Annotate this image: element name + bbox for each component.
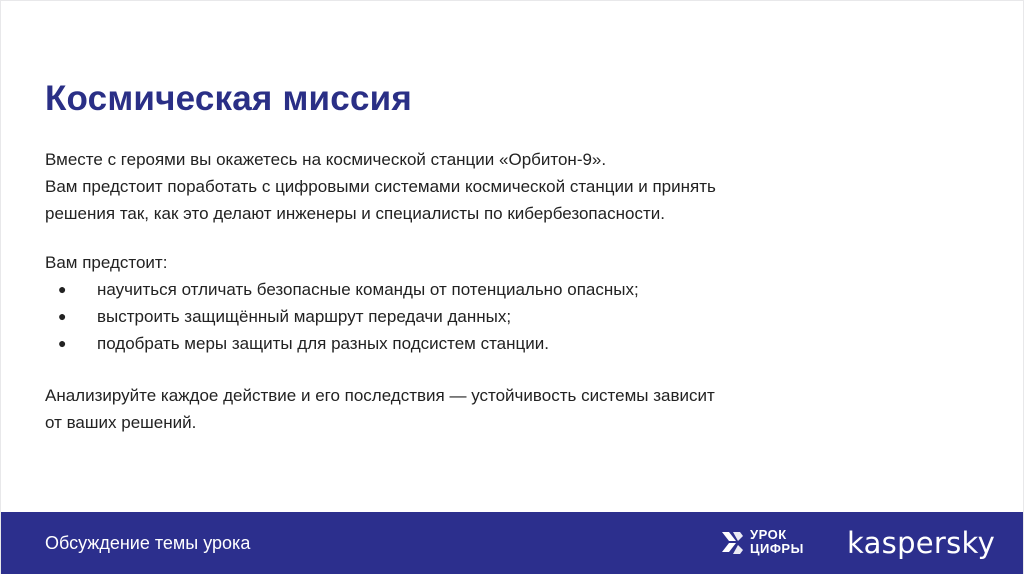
conclusion-line: Анализируйте каждое действие и его последствия — устойчивость системы зависит	[45, 386, 715, 405]
list-item-text: научиться отличать безопасные команды от потенциально опасных;	[97, 280, 639, 299]
logo-line-1: УРОК	[750, 527, 787, 542]
kaspersky-logo: kaspersky	[847, 526, 996, 560]
intro-line: Вместе с героями вы окажетесь на космической станции «Орбитон-9».	[45, 150, 607, 169]
list-item	[45, 276, 925, 303]
bullet-list	[45, 276, 925, 357]
conclusion-line: от ваших решений.	[45, 413, 197, 432]
list-item-text: выстроить защищённый маршрут передачи данных;	[97, 307, 512, 326]
footer-bar	[1, 512, 1023, 574]
lead-text: Вам предстоит:	[45, 253, 168, 272]
urok-cifry-logo-text	[750, 528, 804, 556]
list-item	[45, 330, 925, 357]
intro-line: решения так, как это делают инженеры и специалисты по кибербезопасности.	[45, 204, 665, 223]
intro-paragraph	[45, 146, 925, 227]
intro-line: Вам предстоит поработать с цифровыми системами космической станции и принять	[45, 177, 716, 196]
list-item	[45, 303, 925, 330]
slide-body	[45, 146, 925, 436]
slide-title: Космическая миссия	[45, 79, 412, 118]
footer-title: Обсуждение темы урока	[45, 533, 251, 553]
urok-cifry-logo	[720, 528, 830, 558]
bullet-icon: ●	[58, 308, 67, 324]
bullet-icon: ●	[58, 335, 67, 351]
logo-line-2: ЦИФРЫ	[750, 541, 804, 556]
bullet-icon: ●	[58, 281, 67, 297]
list-item-text: подобрать меры защиты для разных подсистем станции.	[97, 334, 549, 353]
urok-cifry-mark-icon	[720, 530, 744, 556]
conclusion-paragraph	[45, 382, 925, 436]
